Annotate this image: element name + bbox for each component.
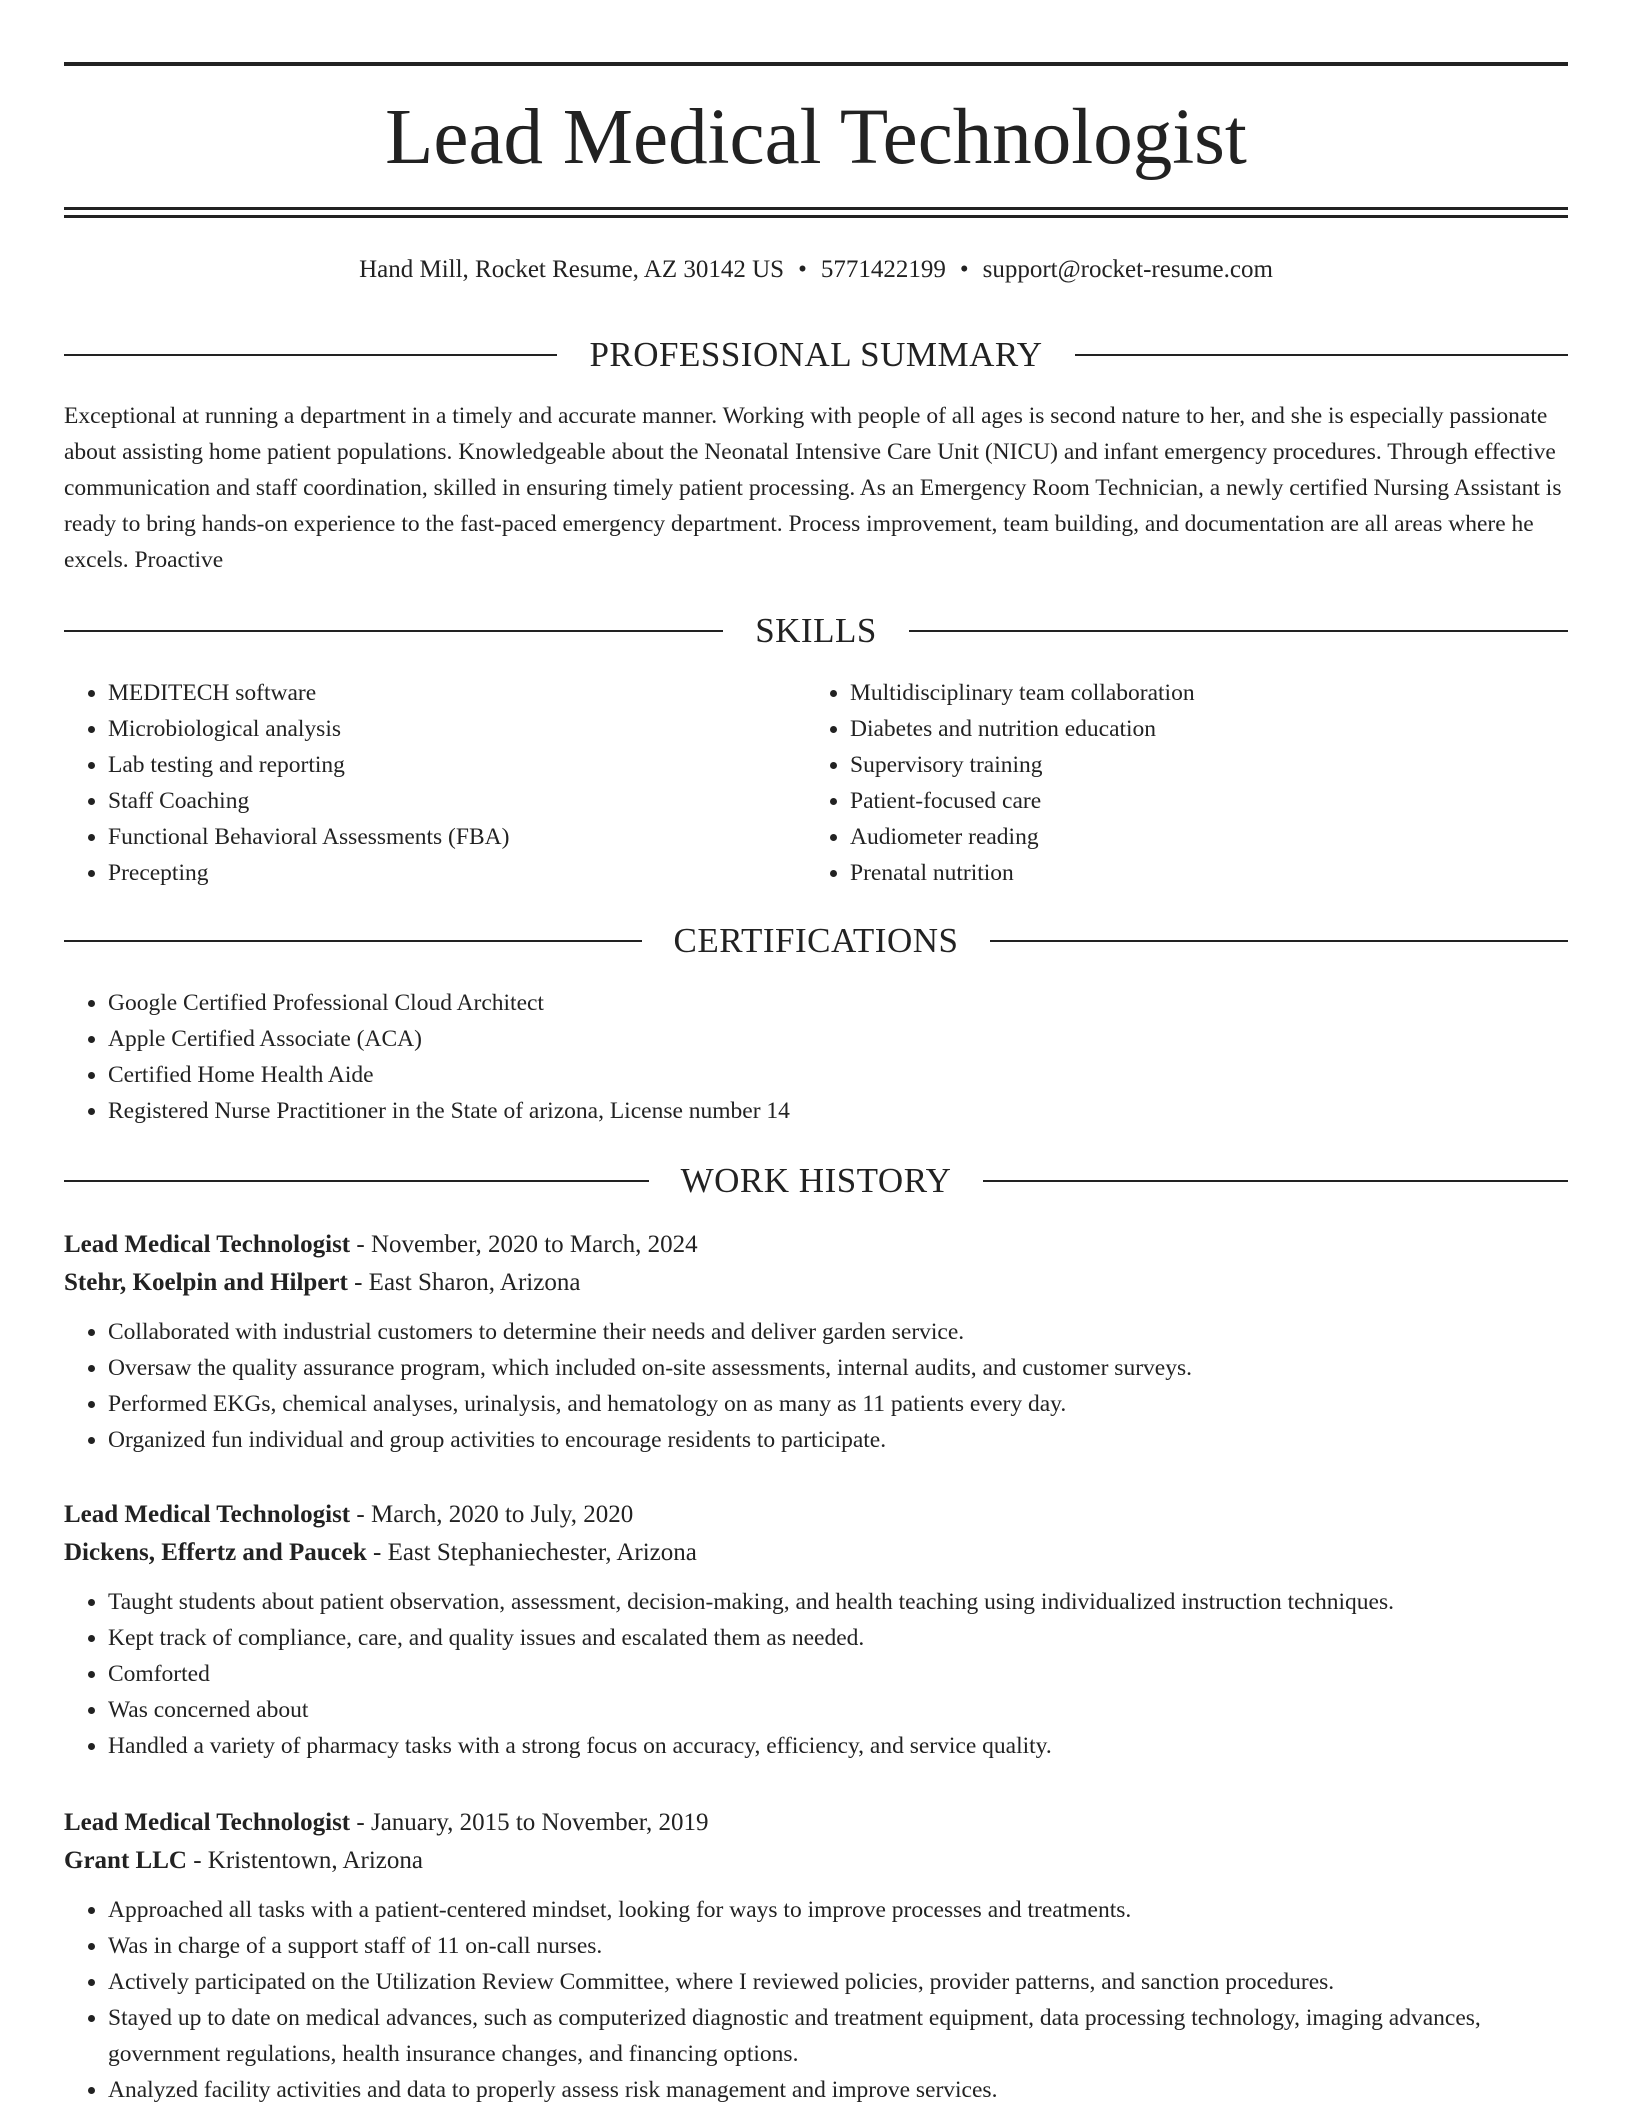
section-title-work-history: WORK HISTORY [680,1161,952,1200]
certifications-block [64,985,1568,1129]
job-bullet: • Handled a variety of pharmacy tasks with a strong focus on accuracy, efficiency, and service quality. [108,1728,1568,1764]
job-bullet: • Approached all tasks with a patient-centered mindset, looking for ways to improve processes and treatments. [108,1892,1568,1928]
job-bullets [64,1892,1568,2108]
job-company-line [64,1842,1568,1880]
page-title: Lead Medical Technologist [385,94,1247,181]
section-rule [909,630,1568,632]
section-header-certifications [64,919,1568,963]
job-bullet: • Taught students about patient observation, assessment, decision-making, and health teaching using individualized instruction techniques. [108,1584,1568,1620]
job-bullet: • Was in charge of a support staff of 11 on-call nurses. [108,1928,1568,1964]
section-rule [64,940,642,942]
section-rule [990,940,1568,942]
skill-item: • Staff Coaching [108,783,804,819]
skill-item: • Prenatal nutrition [850,855,1566,891]
job-title-line [64,1804,1568,1842]
job-location: - Kristentown, Arizona [186,1847,423,1874]
section-header-summary [64,333,1568,377]
job-bullets [64,1314,1568,1458]
certification-item: • Certified Home Health Aide [108,1057,1568,1093]
job-company-line [64,1534,1568,1572]
section-rule [983,1180,1568,1182]
contact-separator: • [798,256,807,283]
job-bullet: • Oversaw the quality assurance program, which included on-site assessments, internal audits, and customer surveys. [108,1350,1568,1386]
contact-separator: • [959,256,969,283]
skills-list-left [64,675,804,891]
skill-item: • Functional Behavioral Assessments (FBA) [108,819,804,855]
job-entry [64,1496,1568,1764]
skill-item: • Supervisory training [850,747,1566,783]
section-header-skills [64,609,1568,653]
job-bullet: • Kept track of compliance, care, and quality issues and escalated them as needed. [108,1620,1568,1656]
job-bullet: • Stayed up to date on medical advances, such as computerized diagnostic and treatment equipment, data processing technology, imaging advances, government regulations, health insurance changes, and financing options. [108,2000,1568,2072]
job-bullet: • Collaborated with industrial customers to determine their needs and deliver garden service. [108,1314,1568,1350]
job-bullet: • Was concerned about [108,1692,1568,1728]
job-role: Lead Medical Technologist [64,1809,351,1836]
job-company: Stehr, Koelpin and Hilpert [64,1269,348,1296]
section-title-summary: PROFESSIONAL SUMMARY [589,335,1043,374]
job-location: - East Stephaniechester, Arizona [366,1539,697,1566]
certification-item: • Registered Nurse Practitioner in the State of arizona, License number 14 [108,1093,1568,1129]
section-title-skills: SKILLS [755,611,877,650]
contact-address: Hand Mill, Rocket Resume, AZ 30142 US [359,256,785,283]
section-header-work-history [64,1159,1568,1203]
summary-text: Exceptional at running a department in a timely and accurate manner. Working with people of all ages is second nature to her, and she is especially passionate about assisting home patient populations. Knowledgeable about the Neonatal Intensive Care Unit (NICU) and infant emergency procedures. Through effective communication and staff coordination, skilled in ensuring timely patient processing. As an Emergency Room Technician, a newly certified Nursing Assistant is ready to bring hands-on experience to the fast-paced emergency department. Process improvement, team building, and documentation are all areas where he excels. Proactive [64,403,1562,573]
contact-phone: 5771422199 [820,256,946,283]
certifications-list [64,985,1568,1129]
section-rule [64,630,723,632]
certification-item: • Google Certified Professional Cloud Architect [108,985,1568,1021]
job-entry [64,1804,1568,2108]
job-role: Lead Medical Technologist [64,1231,351,1258]
top-rule [64,62,1568,66]
job-company-line [64,1264,1568,1302]
job-company: Dickens, Effertz and Paucek [64,1539,367,1566]
job-title-line [64,1226,1568,1264]
job-bullet: • Analyzed facility activities and data to properly assess risk management and improve services. [108,2072,1568,2108]
job-bullet: • Organized fun individual and group activities to encourage residents to participate. [108,1422,1568,1458]
skill-item: • Lab testing and reporting [108,747,804,783]
job-dates: - March, 2020 to July, 2020 [350,1501,634,1528]
section-rule [1075,354,1568,356]
section-rule [64,1180,649,1182]
skills-column-left [64,675,804,891]
job-dates: - January, 2015 to November, 2019 [350,1809,709,1836]
skill-item: • MEDITECH software [108,675,804,711]
job-title-line [64,1496,1568,1534]
job-bullet: • Actively participated on the Utilization Review Committee, where I reviewed policies, provider patterns, and sanction procedures. [108,1964,1568,2000]
job-bullets [64,1584,1568,1764]
job-location: - East Sharon, Arizona [347,1269,581,1296]
job-bullet: • Comforted [108,1656,1568,1692]
skill-item: • Microbiological analysis [108,711,804,747]
skill-item: • Patient-focused care [850,783,1566,819]
section-title-certifications: CERTIFICATIONS [673,921,959,960]
contact-email[interactable]: support@rocket-resume.com [982,256,1273,283]
skill-item: • Multidisciplinary team collaboration [850,675,1566,711]
skill-item: • Audiometer reading [850,819,1566,855]
job-entry [64,1226,1568,1458]
job-role: Lead Medical Technologist [64,1501,351,1528]
contact-line [64,254,1568,286]
job-company: Grant LLC [64,1847,187,1874]
skill-item: • Precepting [108,855,804,891]
skills-list-right [806,675,1566,891]
title-double-rule [64,207,1568,218]
certification-item: • Apple Certified Associate (ACA) [108,1021,1568,1057]
section-rule [64,354,557,356]
skill-item: • Diabetes and nutrition education [850,711,1566,747]
job-bullet: • Performed EKGs, chemical analyses, urinalysis, and hematology on as many as 11 patients every day. [108,1386,1568,1422]
job-dates: - November, 2020 to March, 2024 [350,1231,698,1258]
skills-column-right [806,675,1566,891]
